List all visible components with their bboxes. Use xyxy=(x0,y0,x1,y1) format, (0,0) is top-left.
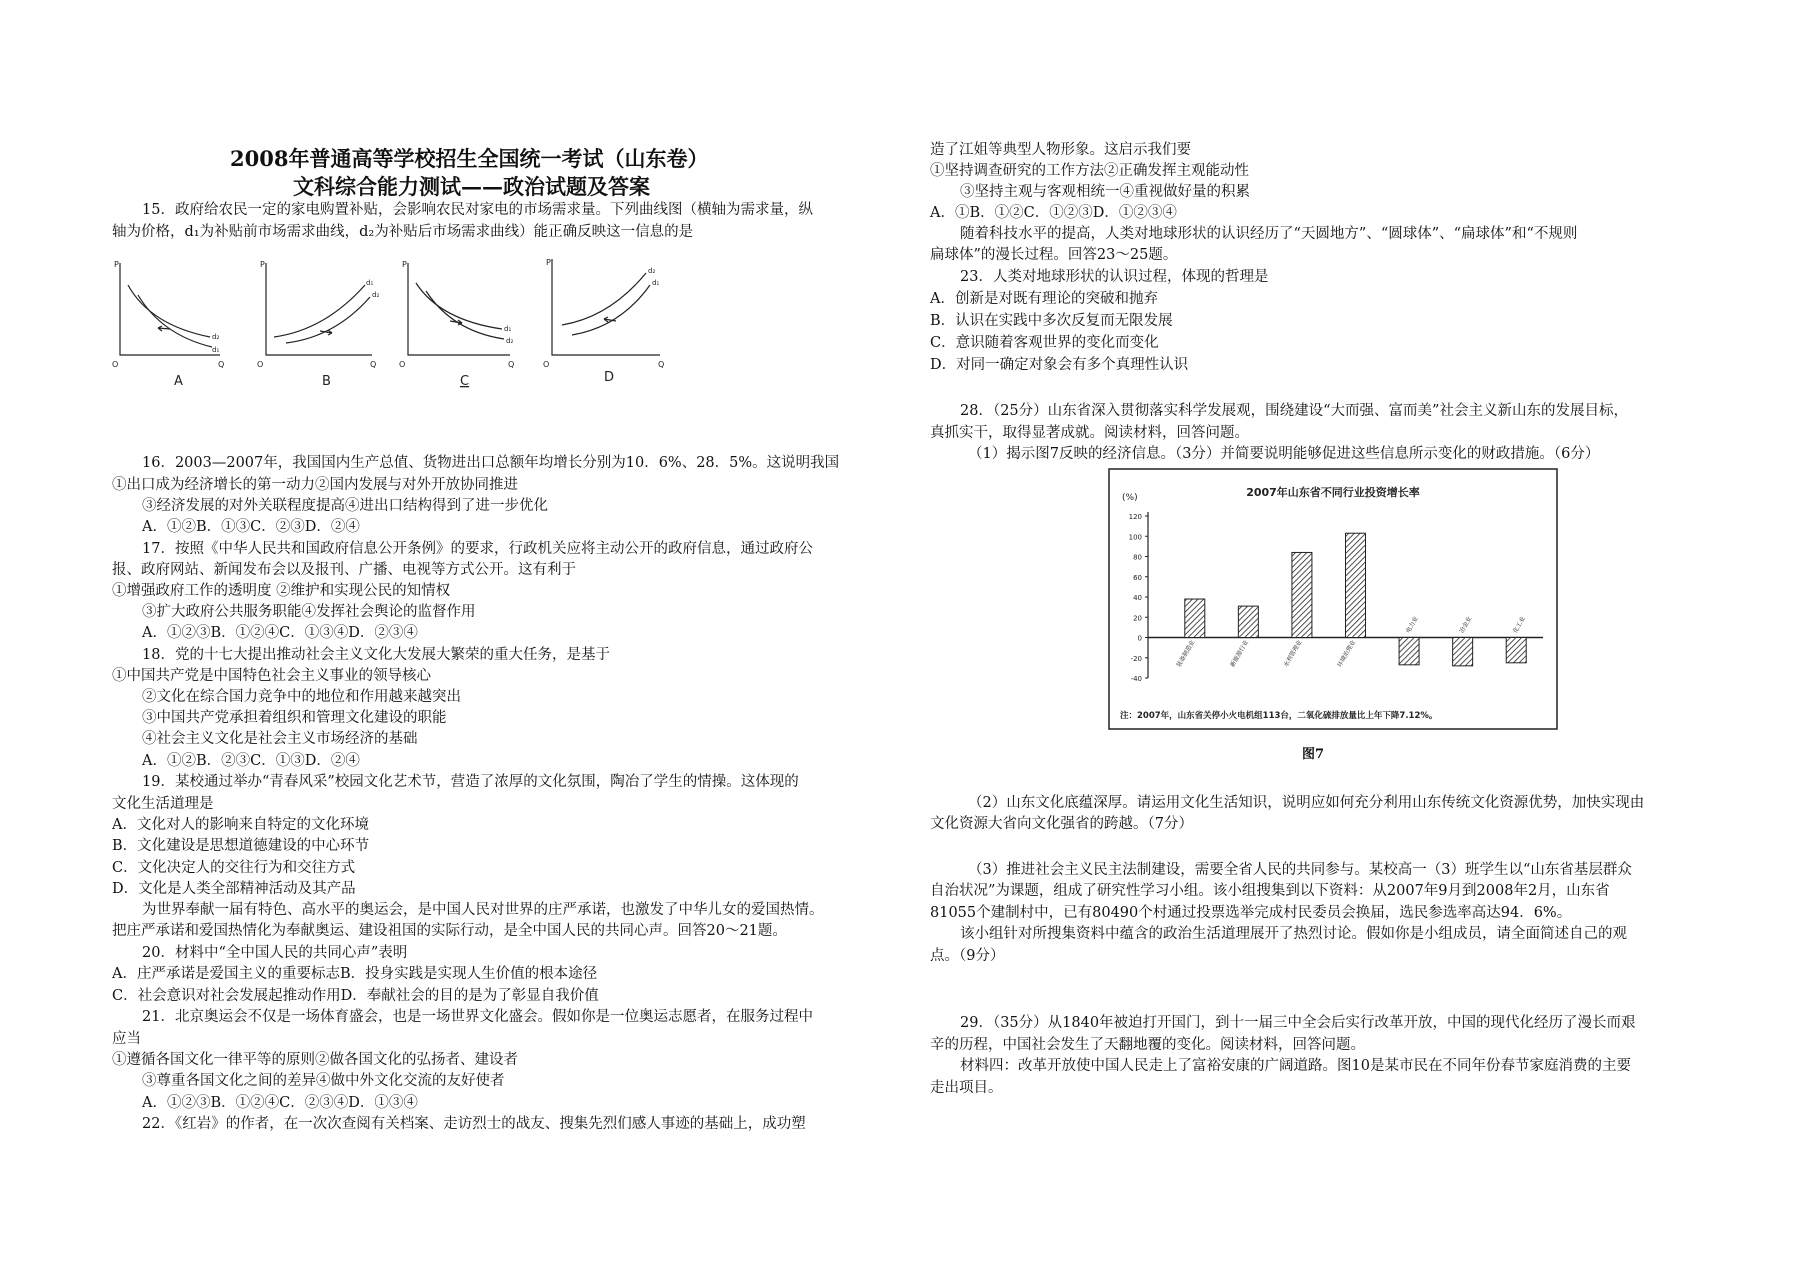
q23-option-b: B．认识在实践中多次反复而无限发展 xyxy=(930,313,1173,329)
axis-p-label: P xyxy=(402,260,407,269)
bar-2 xyxy=(1292,552,1312,637)
q18-line-1: 18．党的十七大提出推动社会主义文化大发展大繁荣的重大任务，是基于 xyxy=(142,647,610,663)
x-tick-label: 装备制造业 xyxy=(1175,639,1197,669)
q29-line-1: 29．（35分）从1840年被迫打开国门，到十一届三中全会后实行改革开放，中国的现代化经历了漫长而艰 xyxy=(960,1015,1636,1031)
origin-label: O xyxy=(112,360,119,369)
q22-line-3: ①坚持调查研究的工作方法②正确发挥主观能动性 xyxy=(930,163,1249,179)
x-tick-label: 化工业 xyxy=(1511,615,1527,635)
d2-label: d₂ xyxy=(212,333,220,341)
q16-line-2: ①出口成为经济增长的第一动力②国内发展与对外开放协同推进 xyxy=(112,477,518,493)
bar-6 xyxy=(1506,638,1526,663)
panel-label-b: B xyxy=(322,374,331,389)
q28-line-1: 28．（25分）山东省深入贯彻落实科学发展观，围绕建设“大而强、富而美”社会主义新山东的发展目标， xyxy=(960,403,1628,419)
q18-line-5: ④社会主义文化是社会主义市场经济的基础 xyxy=(142,731,418,747)
q18-line-3: ②文化在综合国力竞争中的地位和作用越来越突出 xyxy=(142,689,461,705)
q16-options: A．①②B．①③C．②③D．②④ xyxy=(142,519,360,535)
d2-label: d₂ xyxy=(648,267,656,275)
axis-q-label: Q xyxy=(508,360,515,369)
q22-line-4: ③坚持主观与客观相统一④重视做好量的积累 xyxy=(960,184,1250,200)
q23-line-1: 23．人类对地球形状的认识过程，体现的哲理是 xyxy=(960,269,1269,285)
q17-line-4: ③扩大政府公共服务职能④发挥社会舆论的监督作用 xyxy=(142,604,476,620)
d2-label: d₂ xyxy=(372,291,380,299)
q28-part3-line-3: 81055个建制村中，已有80490个村通过投票选举完成村民委员会换届，选民参选率高达94．6%。 xyxy=(930,905,1572,921)
y-tick-label: 60 xyxy=(1133,573,1142,582)
y-tick-label: 80 xyxy=(1133,553,1142,562)
material-earth-line-1: 随着科技水平的提高，人类对地球形状的认识经历了“天圆地方”、“圆球体”、“扁球体”和“不规则 xyxy=(960,226,1578,242)
y-tick-label: 40 xyxy=(1133,594,1142,602)
q19-option-b: B．文化建设是思想道德建设的中心环节 xyxy=(112,838,370,854)
q19-option-a: A．文化对人的影响来自特定的文化环境 xyxy=(112,817,369,833)
q22-line-2: 造了江姐等典型人物形象。这启示我们要 xyxy=(930,142,1191,158)
q23-option-a: A．创新是对既有理论的突破和抛弃 xyxy=(930,291,1158,307)
y-tick-label: -40 xyxy=(1130,675,1142,683)
q21-line-4: ③尊重各国文化之间的差异④做中外文化交流的友好使者 xyxy=(142,1073,505,1089)
y-tick-label: 0 xyxy=(1137,634,1142,643)
q16-line-1: 16．2003—2007年，我国国内生产总值、货物进出口总额年均增长分别为10．6%、28．5%。这说明我国 xyxy=(142,455,840,471)
bar-4 xyxy=(1399,638,1419,665)
figure-7-caption: 图7 xyxy=(1302,747,1325,762)
origin-label: O xyxy=(257,360,264,369)
q17-line-3: ①增强政府工作的透明度 ②维护和实现公民的知情权 xyxy=(112,583,451,599)
q18-line-4: ③中国共产党承担着组织和管理文化建设的职能 xyxy=(142,710,447,726)
bar-1 xyxy=(1238,606,1258,637)
q17-line-2: 报、政府网站、新闻发布会以及报刊、广播、电视等方式公开。这有利于 xyxy=(112,562,576,578)
q28-line-2: 真抓实干，取得显著成就。阅读材料，回答问题。 xyxy=(930,425,1249,441)
q29-line-4: 走出项目。 xyxy=(930,1080,1003,1096)
y-tick-label: 120 xyxy=(1128,513,1142,521)
q19-option-d: D．文化是人类全部精神活动及其产品 xyxy=(112,881,356,897)
q28-part2-line-1: （2）山东文化底蕴深厚。请运用文化生活知识，说明应如何充分利用山东传统文化资源优势，加快实现由 xyxy=(968,795,1645,811)
d2-label: d₂ xyxy=(506,337,514,345)
y-tick-label: 20 xyxy=(1133,614,1142,623)
q28-part3-line-1: （3）推进社会主义民主法制建设，需要全省人民的共同参与。某校高一（3）班学生以“山东省基层群众 xyxy=(968,862,1632,878)
bar-3 xyxy=(1346,533,1366,637)
q15-line-1: 15．政府给农民一定的家电购置补贴，会影响农民对家电的市场需求量。下列曲线图（横轴为需求量，纵 xyxy=(142,202,813,218)
axis-p-label: P xyxy=(114,260,119,269)
chart-frame xyxy=(1109,469,1557,729)
curve-panel-a xyxy=(112,260,224,389)
q22-options: A．①B．①②C．①②③D．①②③④ xyxy=(930,205,1177,221)
x-tick-label: 环境治理业 xyxy=(1336,639,1358,669)
chart-title: 2007年山东省不同行业投资增长率 xyxy=(1246,486,1420,499)
panel-label-d: D xyxy=(604,370,615,385)
q28-part3-line-5: 点。（9分） xyxy=(930,948,1005,964)
origin-label: O xyxy=(399,360,406,369)
y-tick-label: -20 xyxy=(1130,654,1142,663)
bar-0 xyxy=(1185,599,1205,637)
curve-panel-d xyxy=(543,258,664,385)
q21-options: A．①②③B．①②④C．②③④D．①③④ xyxy=(142,1095,418,1111)
axis-p-label: P xyxy=(260,260,265,269)
d1-label: d₁ xyxy=(212,346,220,354)
figure-7-chart xyxy=(1108,468,1558,743)
q20-line-1: 20．材料中“全中国人民的共同心声”表明 xyxy=(142,945,408,961)
d1-label: d₁ xyxy=(504,325,512,333)
q23-option-c: C．意识随着客观世界的变化而变化 xyxy=(930,335,1159,351)
q21-line-1: 21．北京奥运会不仅是一场体育盛会，也是一场世界文化盛会。假如你是一位奥运志愿者，在服务过程中 xyxy=(142,1009,813,1025)
q15-line-2: 轴为价格，d₁为补贴前市场需求曲线，d₂为补贴后市场需求曲线）能正确反映这一信息的是 xyxy=(112,224,694,240)
q21-line-3: ①遵循各国文化一律平等的原则②做各国文化的弘扬者、建设者 xyxy=(112,1052,518,1068)
material-line-2: 把庄严承诺和爱国热情化为奉献奥运、建设祖国的实际行动，是全中国人民的共同心声。回答20～21题。 xyxy=(112,923,787,939)
q20-options-cd: C．社会意识对社会发展起推动作用D．奉献社会的目的是为了彰显自我价值 xyxy=(112,988,599,1004)
y-tick-label: 100 xyxy=(1128,533,1142,542)
q21-line-2: 应当 xyxy=(112,1031,141,1047)
axis-p-label: P xyxy=(546,258,551,267)
material-line-1: 为世界奉献一届有特色、高水平的奥运会，是中国人民对世界的庄严承诺，也激发了中华儿女的爱国热情。 xyxy=(142,902,824,918)
x-tick-label: 水利管理业 xyxy=(1282,639,1304,669)
title-line-2: 文科综合能力测试——政治试题及答案 xyxy=(293,174,650,199)
q17-options: A．①②③B．①②④C．①③④D．②③④ xyxy=(142,625,418,641)
axis-q-label: Q xyxy=(218,360,225,369)
x-tick-label: 电力业 xyxy=(1404,615,1420,635)
q23-option-d: D．对同一确定对象会有多个真理性认识 xyxy=(930,357,1189,373)
q19-line-1: 19．某校通过举办“青春风采”校园文化艺术节，营造了浓厚的文化氛围，陶冶了学生的情操。这体现的 xyxy=(142,774,799,790)
q29-line-2: 辛的历程，中国社会发生了天翻地覆的变化。阅读材料，回答问题。 xyxy=(930,1037,1365,1053)
bar-5 xyxy=(1453,638,1473,666)
q28-part3-line-4: 该小组针对所搜集资料中蕴含的政治生活道理展开了热烈讨论。假如你是小组成员，请全面简述自己的观 xyxy=(960,926,1627,942)
panel-label-c: C xyxy=(460,374,470,389)
q22-line-1: 22．《红岩》的作者，在一次次查阅有关档案、走访烈士的战友、搜集先烈们感人事迹的基础上，成功塑 xyxy=(142,1116,806,1132)
axis-q-label: Q xyxy=(658,360,665,369)
x-tick-label: 新能源行业 xyxy=(1229,639,1251,669)
q16-line-3: ③经济发展的对外关联程度提高④进出口结构得到了进一步优化 xyxy=(142,498,548,514)
chart-note: 注：2007年，山东省关停小火电机组113台，二氧化硫排放量比上年下降7.12%。 xyxy=(1120,711,1438,721)
q29-line-3: 材料四：改革开放使中国人民走上了富裕安康的广阔道路。图10是某市民在不同年份春节家庭消费的主要 xyxy=(960,1058,1631,1074)
q20-options-ab: A．庄严承诺是爱国主义的重要标志B．投身实践是实现人生价值的根本途径 xyxy=(112,966,598,982)
q28-part3-line-2: 自治状况”为课题，组成了研究性学习小组。该小组搜集到以下资料：从2007年9月到2008年2月，山东省 xyxy=(930,883,1610,899)
q19-option-c: C．文化决定人的交往行为和交往方式 xyxy=(112,860,356,876)
q28-part1: （1）揭示图7反映的经济信息。（3分）并简要说明能够促进这些信息所示变化的财政措施。（6分） xyxy=(968,446,1600,462)
curves-figure xyxy=(110,255,670,395)
curve-panel-b xyxy=(257,260,379,389)
d1-label: d₁ xyxy=(366,279,374,287)
q19-line-2: 文化生活道理是 xyxy=(112,796,214,812)
panel-label-a: A xyxy=(174,374,183,389)
q18-options: A．①②B．②③C．①③D．②④ xyxy=(142,753,360,769)
material-earth-line-2: 扁球体”的漫长过程。回答23～25题。 xyxy=(930,247,1178,263)
axis-q-label: Q xyxy=(370,360,377,369)
curve-panel-c xyxy=(399,260,514,389)
title-line-1: 2008年普通高等学校招生全国统一考试（山东卷） xyxy=(230,146,709,171)
d1-label: d₁ xyxy=(652,279,660,287)
origin-label: O xyxy=(543,360,550,369)
q18-line-2: ①中国共产党是中国特色社会主义事业的领导核心 xyxy=(112,668,431,684)
x-tick-label: 冶金业 xyxy=(1458,615,1474,635)
q17-line-1: 17．按照《中华人民共和国政府信息公开条例》的要求，行政机关应将主动公开的政府信息，通过政府公 xyxy=(142,541,813,557)
y-axis-unit: (%) xyxy=(1122,493,1138,503)
q28-part2-line-2: 文化资源大省向文化强省的跨越。（7分） xyxy=(930,816,1193,832)
